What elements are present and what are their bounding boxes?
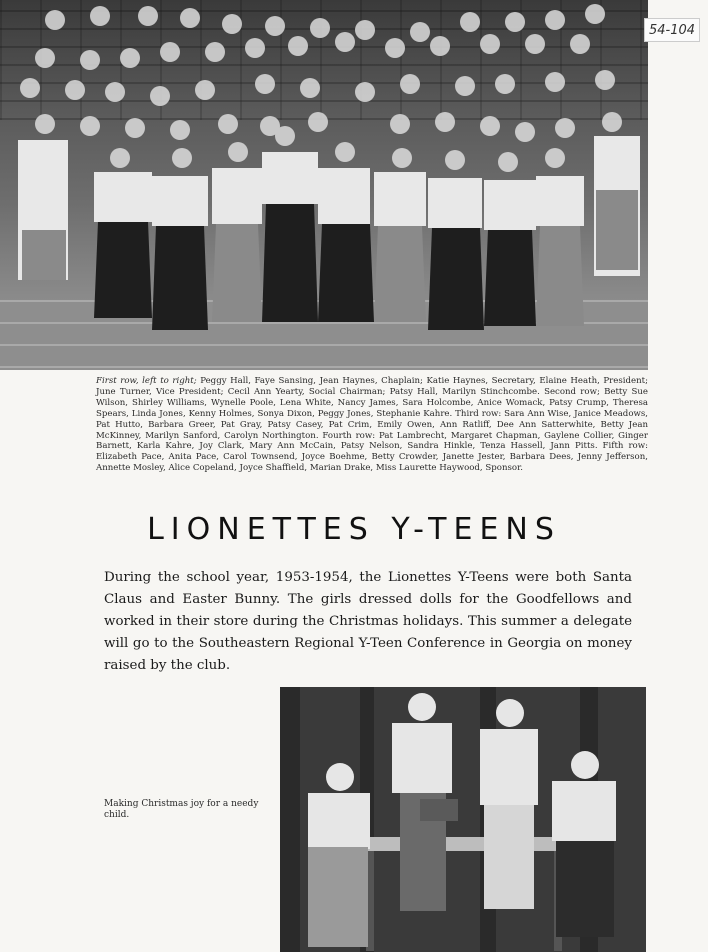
group-figures xyxy=(0,0,648,370)
group-photo xyxy=(0,0,648,370)
christmas-photo xyxy=(280,687,646,952)
caption-text: Peggy Hall, Faye Sansing, Jean Haynes, Chaplain; Katie Haynes, Secretary, Elaine Heath, President; June Turner, Vice President; Cecil Ann Yearty, Social Chairman; Patsy Hall, Marilyn Stinchcombe. Second row; Betty Sue Wilson, Shirley Williams, Wynelle Poole, Lena White, Nancy James, Sara Holcombe, Anice Womack, Patsy Crump, Theresa Spears, Linda Jones, Kenny Holmes, Sonya Dixon, Peggy Jones, Stephanie Kahre. Third row: Sara Ann Wise, Janice Meadows, Pat Hutto, Barbara Greer, Pat Gray, Patsy Casey, Pat Crim, Emily Owen, Ann Ratliff, Dee Ann Satterwhite, Betty Jean McKinney, Marilyn Sanford, Carolyn Northington. Fourth row: Pat Lambrecht, Margaret Chapman, Gaylene Collier, Ginger Barnett, Karla Kahre, Joy Clark, Mary Ann McCain, Patsy Nelson, Sandra Hinkle, Tenza Hassell, Jann Pitts. Fifth row: Elizabeth Pace, Anita Pace, Carol Townsend, Joyce Boehme, Betty Crowder, Janette Jester, Barbara Dees, Jenny Jefferson, Annette Mosley, Alice Copeland, Joyce Shaffield, Marian Drake, Miss Laurette Haywood, Sponsor. xyxy=(96,376,649,474)
page-title: LIONETTES Y-TEENS xyxy=(147,512,561,547)
page-number: 54-104 xyxy=(644,18,700,42)
christmas-scene xyxy=(280,687,646,952)
photo-caption xyxy=(96,376,648,474)
small-photo-caption: Making Christmas joy for a needy child. xyxy=(104,799,259,820)
caption-lead: First row, left to right; xyxy=(96,376,197,386)
body-paragraph: During the school year, 1953-1954, the Lionettes Y-Teens were both Santa Claus and Easter Bunny. The girls dressed dolls for the Goodfellows and worked in their store during the Christmas holidays. This summer a delegate will go to the Southeastern Regional Y-Teen Conference in Georgia on money raised by the club. xyxy=(104,570,632,673)
